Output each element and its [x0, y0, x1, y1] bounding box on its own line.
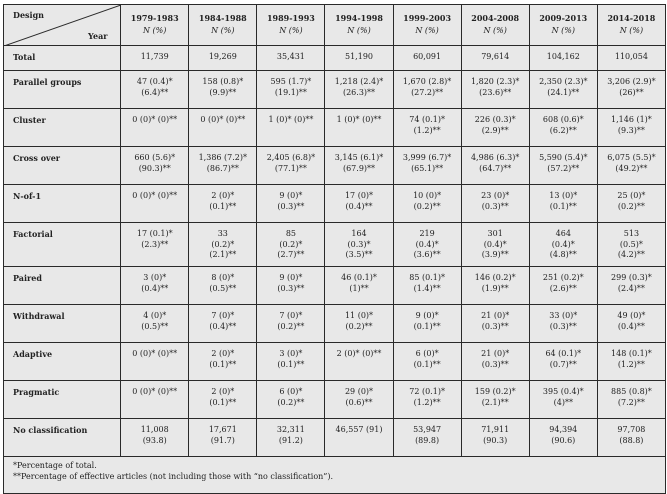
cell-value: (0.4)*: [551, 239, 575, 249]
table-cell: [257, 223, 325, 267]
row-label: Pragmatic: [4, 381, 121, 419]
cell-value: 1 (0)* (0)**: [336, 115, 382, 124]
table-row: [4, 46, 666, 71]
cell-value: (0.4)*: [415, 239, 439, 249]
cell-value: 3 (0)*: [143, 273, 167, 282]
cell-value: (49.2)**: [615, 163, 648, 173]
cell-value: 2,405 (6.8)*: [266, 153, 316, 162]
cell-value: 1,670 (2.8)*: [402, 77, 452, 86]
cell-value: (4)**: [553, 397, 573, 407]
cell-value: (64.7)**: [479, 163, 512, 173]
row-label: Cluster: [4, 109, 121, 147]
cell-value: (26)**: [619, 87, 644, 97]
table-cell: [529, 267, 597, 305]
table-cell: [529, 147, 597, 185]
table-cell: [257, 305, 325, 343]
table-cell: [461, 267, 529, 305]
cell-value: 13 (0)*: [549, 191, 578, 200]
cell-value: 53,947: [413, 425, 442, 434]
column-header: 1999-2003 N (%): [393, 5, 461, 46]
cell-value: (2.1)**: [209, 250, 237, 259]
table-cell: [393, 223, 461, 267]
cell-value: 3 (0)*: [279, 349, 303, 358]
row-header-label: Design: [13, 10, 44, 20]
table-cell: [461, 223, 529, 267]
table-cell: [597, 109, 665, 147]
table-cell: [257, 71, 325, 109]
cell-value: 17,671: [208, 425, 237, 434]
cell-value: (0.4)**: [141, 283, 169, 293]
cell-value: 2 (0)*: [211, 387, 235, 396]
cell-value: (89.8): [415, 435, 440, 445]
footnotes: [4, 457, 666, 494]
table-cell: [121, 185, 189, 223]
table-cell: [597, 343, 665, 381]
table-cell: [461, 109, 529, 147]
cell-value: 1,820 (2.3)*: [470, 77, 520, 86]
cell-value: 0 (0)* (0)**: [132, 191, 178, 200]
table-cell: [257, 109, 325, 147]
cell-value: (88.8): [619, 435, 644, 445]
table-cell: [257, 381, 325, 419]
cell-value: (0.3)*: [347, 239, 371, 249]
column-header: 1984-1988 N (%): [189, 5, 257, 46]
cell-value: 104,162: [546, 52, 580, 61]
cell-value: (1.2)**: [413, 397, 441, 407]
cell-value: 513: [623, 229, 640, 238]
cell-value: (0.2)**: [277, 397, 305, 407]
table-cell: [461, 46, 529, 71]
table-cell: [529, 343, 597, 381]
table-cell: [257, 419, 325, 457]
cell-value: 6 (0)*: [279, 387, 303, 396]
table-cell: [325, 267, 393, 305]
row-label: No classification: [4, 419, 121, 457]
table-cell: [393, 46, 461, 71]
cell-value: (3.9)**: [481, 250, 509, 259]
cell-value: (1)**: [349, 283, 369, 293]
cell-value: 85 (0.1)*: [409, 273, 445, 282]
cell-value: 21 (0)*: [481, 349, 510, 358]
cell-value: (0.2)*: [279, 239, 303, 249]
column-header: 2009-2013 N (%): [529, 5, 597, 46]
cell-value: (0.5)*: [619, 239, 643, 249]
cell-value: (7.2)**: [617, 397, 645, 407]
table-cell: [597, 71, 665, 109]
cell-value: (24.1)**: [547, 87, 580, 97]
cell-value: (9.3)**: [617, 125, 645, 135]
table-cell: [121, 305, 189, 343]
cell-value: 219: [419, 229, 435, 238]
cell-value: 1,386 (7.2)*: [198, 153, 248, 162]
cell-value: 11 (0)*: [344, 311, 374, 320]
cell-value: 6,075 (5.5)*: [607, 153, 656, 162]
cell-value: (0.4)*: [483, 239, 507, 249]
cell-value: 4,986 (6.3)*: [470, 153, 520, 162]
cell-value: 11,739: [140, 52, 169, 61]
table-cell: [189, 267, 257, 305]
cell-value: (91.7): [210, 435, 235, 445]
cell-value: 0 (0)* (0)**: [200, 115, 246, 124]
cell-value: 5,590 (5.4)*: [539, 153, 588, 162]
cell-value: (26.3)**: [342, 87, 376, 97]
cell-value: (1.2)**: [617, 359, 645, 369]
row-label: Total: [4, 46, 121, 71]
table-cell: [461, 147, 529, 185]
cell-value: 4 (0)*: [143, 311, 167, 320]
cell-value: (0.3)**: [481, 201, 509, 211]
cell-value: 110,054: [614, 52, 648, 61]
cell-value: (0.1)**: [277, 359, 305, 369]
cell-value: 47 (0.4)*: [136, 77, 173, 86]
table-cell: [461, 381, 529, 419]
cell-value: (1.9)**: [481, 283, 509, 293]
table-cell: [597, 46, 665, 71]
table-cell: [597, 267, 665, 305]
table-row: [4, 267, 666, 305]
cell-value: (6.4)**: [141, 87, 169, 97]
cell-value: 464: [555, 229, 571, 238]
table-cell: [597, 381, 665, 419]
cell-value: (0.3)**: [481, 321, 509, 331]
cell-value: 1,146 (1)*: [611, 115, 652, 124]
cell-value: (93.8): [142, 435, 167, 445]
table-cell: [529, 419, 597, 457]
row-label: Cross over: [4, 147, 121, 185]
table-cell: [597, 223, 665, 267]
table-cell: [121, 109, 189, 147]
row-label: Paired: [4, 267, 121, 305]
cell-value: 299 (0.3)*: [611, 273, 652, 282]
cell-value: 0 (0)* (0)**: [132, 387, 178, 396]
cell-value: (90.3): [483, 435, 508, 445]
cell-value: 301: [487, 229, 503, 238]
cell-value: 7 (0)*: [211, 311, 235, 320]
cell-value: (0.1)**: [209, 359, 237, 369]
cell-value: 3,206 (2.9)*: [607, 77, 656, 86]
table-cell: [325, 381, 393, 419]
table-cell: [121, 381, 189, 419]
table-row: [4, 109, 666, 147]
table-row: [4, 343, 666, 381]
cell-value: 79,614: [481, 52, 510, 61]
table-cell: [189, 381, 257, 419]
cell-value: (0.6)**: [345, 397, 373, 407]
table-cell: [461, 305, 529, 343]
table-cell: [393, 185, 461, 223]
cell-value: 11,008: [140, 425, 169, 434]
cell-value: (0.2)**: [617, 201, 645, 211]
cell-value: (67.9)**: [342, 163, 376, 173]
column-header: 1994-1998 N (%): [325, 5, 393, 46]
cell-value: 6 (0)*: [415, 349, 439, 358]
design-by-year-table: [3, 4, 666, 494]
cell-value: 226 (0.3)*: [474, 115, 516, 124]
row-label: Withdrawal: [4, 305, 121, 343]
cell-value: (0.5)**: [141, 321, 169, 331]
cell-value: (0.1)**: [209, 397, 237, 407]
table-row: [4, 381, 666, 419]
cell-value: 17 (0)*: [344, 191, 374, 200]
cell-value: 19,269: [208, 52, 237, 61]
row-label: N-of-1: [4, 185, 121, 223]
cell-value: (0.2)**: [413, 201, 441, 211]
table-cell: [189, 109, 257, 147]
design-by-year-table-container: [3, 4, 666, 494]
cell-value: (19.1)**: [274, 87, 307, 97]
cell-value: (1.2)**: [413, 125, 441, 135]
cell-value: 2 (0)*: [211, 191, 235, 200]
cell-value: 35,431: [276, 52, 305, 61]
corner-header-cell: [4, 5, 121, 46]
cell-value: (1.4)**: [413, 283, 441, 293]
table-row: [4, 147, 666, 185]
cell-value: (0.4)**: [345, 201, 373, 211]
cell-value: 17 (0.1)*: [136, 229, 173, 238]
table-cell: [529, 223, 597, 267]
cell-value: 10 (0)*: [413, 191, 442, 200]
table-cell: [393, 343, 461, 381]
cell-value: 164: [351, 229, 367, 238]
table-cell: [121, 147, 189, 185]
cell-value: 2 (0)*: [211, 349, 235, 358]
cell-value: 9 (0)*: [279, 191, 303, 200]
table-cell: [529, 381, 597, 419]
cell-value: 608 (0.6)*: [542, 115, 584, 124]
column-header-label: Year: [88, 31, 108, 41]
cell-value: 33: [217, 229, 228, 238]
cell-value: (0.4)**: [617, 321, 645, 331]
cell-value: (65.1)**: [411, 163, 444, 173]
table-cell: [597, 419, 665, 457]
cell-value: 148 (0.1)*: [611, 349, 652, 358]
table-cell: [121, 419, 189, 457]
table-cell: [461, 343, 529, 381]
cell-value: 46 (0.1)*: [341, 273, 377, 282]
column-header: 2004-2008 N (%): [461, 5, 529, 46]
table-cell: [257, 343, 325, 381]
table-cell: [529, 71, 597, 109]
table-cell: [529, 185, 597, 223]
cell-value: (57.2)**: [547, 163, 580, 173]
cell-value: 32,311: [276, 425, 305, 434]
table-cell: [597, 305, 665, 343]
cell-value: 251 (0.2)*: [542, 273, 584, 282]
cell-value: 2 (0)* (0)**: [336, 349, 382, 358]
table-cell: [597, 147, 665, 185]
table-cell: [325, 305, 393, 343]
table-cell: [189, 185, 257, 223]
table-cell: [597, 185, 665, 223]
cell-value: 3,999 (6.7)*: [402, 153, 452, 162]
header-row: [4, 5, 666, 46]
table-cell: [393, 267, 461, 305]
table-cell: [189, 46, 257, 71]
cell-value: (0.2)**: [345, 321, 373, 331]
cell-value: (0.2)*: [211, 239, 235, 249]
table-cell: [189, 223, 257, 267]
table-row: [4, 71, 666, 109]
row-label: Parallel groups: [4, 71, 121, 109]
table-cell: [325, 46, 393, 71]
table-cell: [393, 147, 461, 185]
cell-value: 71,911: [481, 425, 510, 434]
column-header: 1989-1993 N (%): [257, 5, 325, 46]
cell-value: (0.3)**: [277, 201, 305, 211]
cell-value: (0.3)**: [277, 283, 305, 293]
cell-value: 21 (0)*: [481, 311, 510, 320]
cell-value: (2.7)**: [277, 250, 305, 259]
cell-value: 9 (0)*: [279, 273, 303, 282]
table-cell: [393, 305, 461, 343]
table-cell: [121, 343, 189, 381]
cell-value: (3.5)**: [345, 250, 373, 259]
cell-value: (86.7)**: [206, 163, 239, 173]
table-cell: [325, 343, 393, 381]
table-cell: [393, 381, 461, 419]
cell-value: 8 (0)*: [211, 273, 235, 282]
cell-value: (91.2): [278, 435, 303, 445]
cell-value: (2.9)**: [481, 125, 509, 135]
table-cell: [325, 223, 393, 267]
footnote-single-asterisk: *Percentage of total.: [13, 461, 97, 470]
table-body: [4, 46, 666, 457]
cell-value: (0.3)**: [481, 359, 509, 369]
cell-value: (0.1)**: [413, 359, 441, 369]
cell-value: 660 (5.6)*: [134, 153, 176, 162]
table-cell: [393, 419, 461, 457]
cell-value: 85: [285, 229, 296, 238]
cell-value: (23.6)**: [479, 87, 512, 97]
cell-value: (4.2)**: [617, 250, 645, 259]
table-cell: [189, 343, 257, 381]
table-cell: [461, 185, 529, 223]
cell-value: 64 (0.1)*: [545, 349, 582, 358]
table-cell: [325, 147, 393, 185]
cell-value: (2.3)**: [141, 239, 169, 249]
table-cell: [257, 267, 325, 305]
cell-value: 29 (0)*: [344, 387, 374, 396]
cell-value: 885 (0.8)*: [611, 387, 652, 396]
cell-value: 46,557 (91): [335, 425, 383, 434]
cell-value: 25 (0)*: [617, 191, 646, 200]
cell-value: (90.6): [551, 435, 576, 445]
table-row: [4, 419, 666, 457]
table-cell: [121, 223, 189, 267]
table-cell: [121, 71, 189, 109]
cell-value: 2,350 (2.3)*: [539, 77, 588, 86]
table-cell: [393, 109, 461, 147]
cell-value: (27.2)**: [411, 87, 444, 97]
table-cell: [257, 147, 325, 185]
cell-value: 595 (1.7)*: [270, 77, 312, 86]
cell-value: 33 (0)*: [549, 311, 578, 320]
cell-value: 1 (0)* (0)**: [268, 115, 314, 124]
cell-value: (2.6)**: [549, 283, 577, 293]
cell-value: (3.6)**: [413, 250, 441, 259]
table-cell: [325, 109, 393, 147]
footnote-double-asterisk: **Percentage of effective articles (not including those with “no classification”).: [13, 471, 334, 481]
cell-value: (0.7)**: [549, 359, 577, 369]
table-cell: [325, 419, 393, 457]
table-cell: [325, 71, 393, 109]
cell-value: 94,394: [549, 425, 578, 434]
cell-value: 97,708: [617, 425, 646, 434]
cell-value: 7 (0)*: [279, 311, 303, 320]
footnote-row: [4, 457, 666, 494]
table-cell: [529, 109, 597, 147]
cell-value: (4.8)**: [549, 250, 577, 259]
cell-value: (0.1)**: [413, 321, 441, 331]
table-row: [4, 305, 666, 343]
table-cell: [189, 147, 257, 185]
table-cell: [529, 305, 597, 343]
table-cell: [461, 419, 529, 457]
cell-value: 51,190: [345, 52, 373, 61]
cell-value: (0.3)**: [549, 321, 577, 331]
table-cell: [257, 185, 325, 223]
cell-value: 9 (0)*: [415, 311, 439, 320]
row-label: Factorial: [4, 223, 121, 267]
cell-value: 23 (0)*: [481, 191, 510, 200]
cell-value: 159 (0.2)*: [474, 387, 516, 396]
table-cell: [257, 46, 325, 71]
cell-value: (0.4)**: [209, 321, 237, 331]
cell-value: 60,091: [413, 52, 442, 61]
cell-value: (0.1)**: [209, 201, 237, 211]
cell-value: 0 (0)* (0)**: [132, 115, 178, 124]
cell-value: (0.5)**: [209, 283, 237, 293]
cell-value: (6.2)**: [549, 125, 577, 135]
table-cell: [121, 267, 189, 305]
table-cell: [325, 185, 393, 223]
row-label: Adaptive: [4, 343, 121, 381]
cell-value: 395 (0.4)*: [542, 387, 584, 396]
cell-value: (0.2)**: [277, 321, 305, 331]
cell-value: 146 (0.2)*: [474, 273, 516, 282]
table-row: [4, 223, 666, 267]
table-cell: [189, 305, 257, 343]
table-cell: [121, 46, 189, 71]
cell-value: 1,218 (2.4)*: [334, 77, 384, 86]
table-cell: [393, 71, 461, 109]
column-header: 1979-1983 N (%): [121, 5, 189, 46]
table-cell: [189, 419, 257, 457]
cell-value: 72 (0.1)*: [409, 387, 445, 396]
table-cell: [461, 71, 529, 109]
cell-value: (90.3)**: [138, 163, 171, 173]
cell-value: (0.1)**: [549, 201, 577, 211]
cell-value: (77.1)**: [274, 163, 307, 173]
table-cell: [529, 46, 597, 71]
cell-value: 49 (0)*: [617, 311, 646, 320]
cell-value: (2.4)**: [617, 283, 645, 293]
cell-value: (9.9)**: [209, 87, 237, 97]
column-header: 2014-2018 N (%): [597, 5, 665, 46]
cell-value: (2.1)**: [481, 397, 509, 407]
cell-value: 0 (0)* (0)**: [132, 349, 178, 358]
cell-value: 74 (0.1)*: [409, 115, 445, 124]
cell-value: 158 (0.8)*: [202, 77, 244, 86]
table-row: [4, 185, 666, 223]
table-cell: [189, 71, 257, 109]
cell-value: 3,145 (6.1)*: [334, 153, 384, 162]
